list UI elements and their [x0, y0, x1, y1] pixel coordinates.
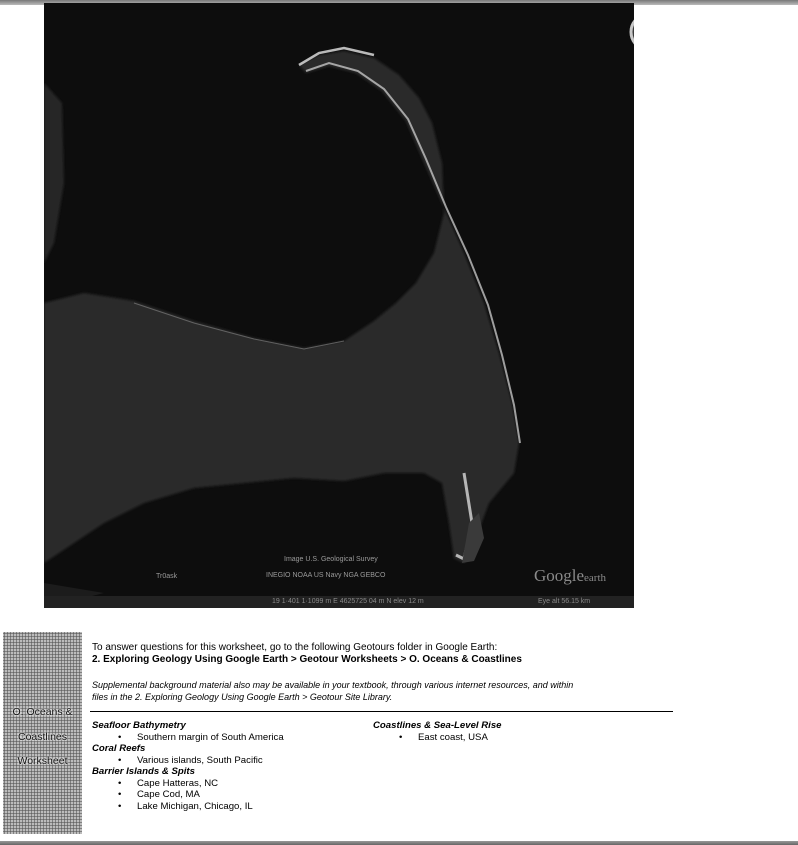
list-item: • Cape Cod, MA: [92, 789, 284, 801]
supplemental-line-2: files in the 2. Exploring Geology Using Google Earth > Geotour Site Library.: [92, 691, 393, 702]
list-item: • East coast, USA: [373, 732, 502, 744]
topic-heading-coral: Coral Reefs: [92, 743, 146, 754]
worksheet-side-tab: [3, 632, 82, 834]
topic-heading-seafloor: Seafloor Bathymetry: [92, 720, 186, 731]
compass-ring-icon[interactable]: [631, 9, 634, 50]
earth-logo-text: earth: [584, 572, 607, 584]
geotour-folder-path: 2. Exploring Geology Using Google Earth > Geotour Worksheets > O. Oceans & Coastlines: [92, 654, 522, 665]
cape-cod-satellite-image: [44, 3, 634, 608]
bottom-border: [0, 841, 798, 845]
supplemental-line-1: Supplemental background material also may be available in your textbook, through various internet resources, and within: [92, 680, 574, 690]
google-earth-logo: [534, 566, 606, 586]
tab-line-3: Worksheet: [17, 755, 68, 767]
google-earth-satellite-map[interactable]: [44, 3, 634, 608]
topic-heading-coastlines: Coastlines & Sea-Level Rise: [373, 720, 502, 731]
intro-block: [92, 642, 522, 666]
status-eye-altitude: Eye alt 56.15 km: [538, 598, 591, 605]
data-credit: INEGIO NOAA US Navy NGA GEBCO: [266, 572, 386, 579]
list-item: • Lake Michigan, Chicago, IL: [92, 801, 284, 813]
topic-heading-barrier: Barrier Islands & Spits: [92, 766, 195, 777]
map-label-left: Tr0ask: [156, 573, 178, 580]
image-credit: Image U.S. Geological Survey: [284, 556, 378, 563]
navigation-controls: [624, 6, 634, 206]
right-topic-column: [373, 720, 502, 743]
intro-text: To answer questions for this worksheet, go to the following Geotours folder in Google Earth:: [92, 642, 498, 653]
status-coordinates: 19 1·401 1·1099 m E 4625725 04 m N elev 12 m: [272, 598, 424, 605]
list-item: • Various islands, South Pacific: [92, 755, 284, 767]
tab-line-1: O. Oceans &: [12, 706, 73, 718]
tab-line-2: Coastlines: [17, 731, 68, 743]
list-item: • Cape Hatteras, NC: [92, 778, 284, 790]
map-status-bar: [44, 596, 634, 608]
list-item: • Southern margin of South America: [92, 732, 284, 744]
google-logo-text: Google: [534, 566, 585, 585]
left-topic-column: [92, 720, 284, 812]
supplemental-note: [92, 680, 672, 703]
section-divider: [90, 711, 673, 712]
